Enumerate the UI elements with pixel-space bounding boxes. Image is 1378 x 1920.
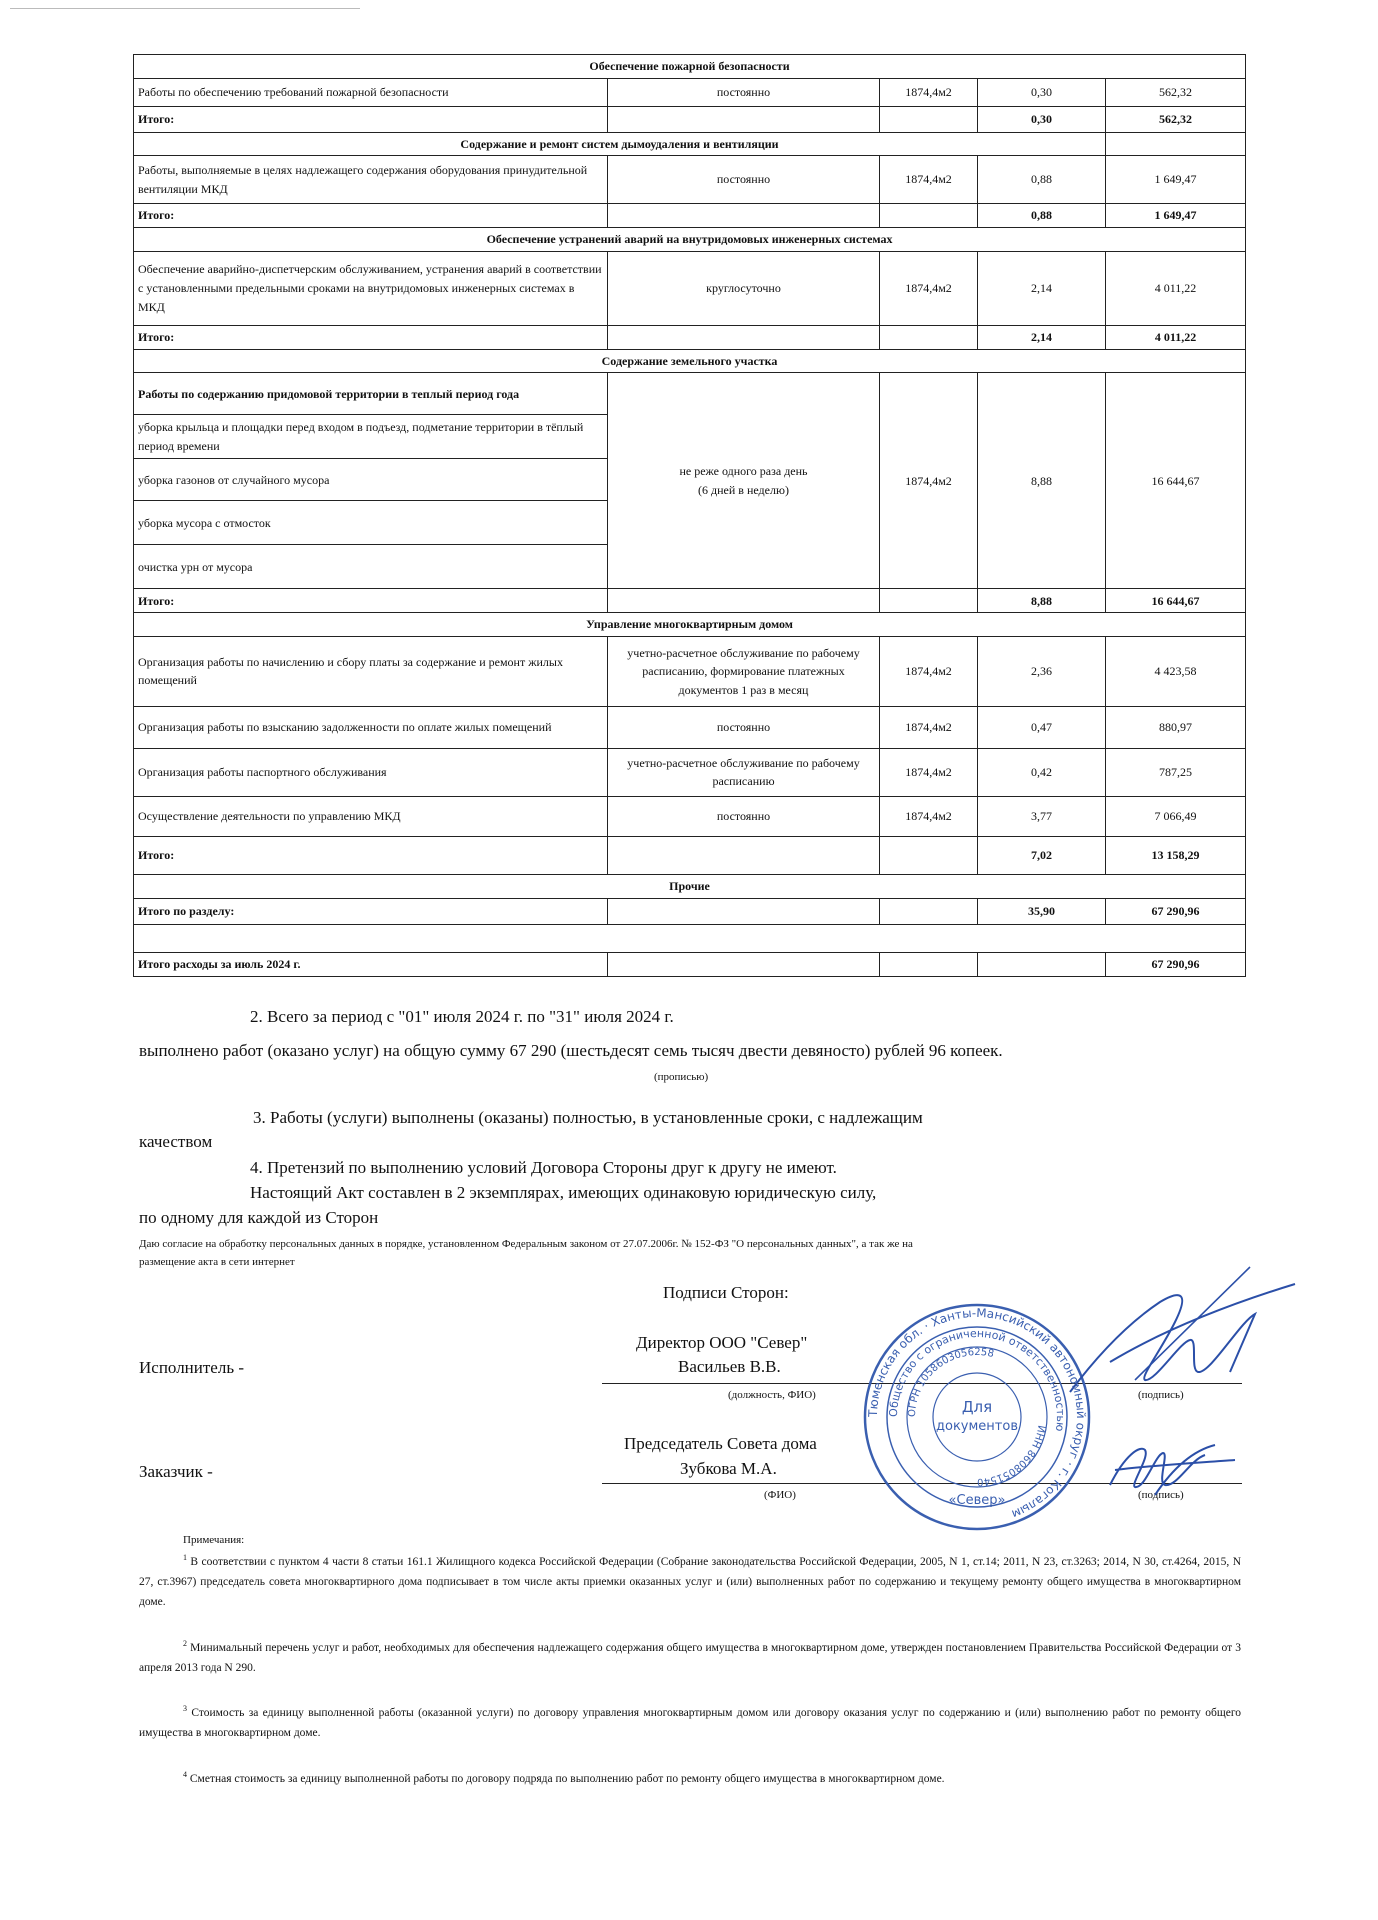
seal-inn: ИНН 8608051540 (976, 1424, 1047, 1488)
cost: 16 644,67 (1106, 373, 1246, 589)
customer-signature (1095, 1425, 1245, 1505)
rate: 0,30 (978, 78, 1106, 106)
note-2-text: Минимальный перечень услуг и работ, необходимых для обеспечения надлежащего содержания общего имущества в многоквартирном доме, утвержден постановлением Правительства Российской Федерации от 3 апреля 2013 года N 290. (139, 1641, 1241, 1674)
section-title: Прочие (134, 874, 1246, 898)
note-4-text: Сметная стоимость за единицу выполненной работы по договору подряда по выполнению работ по ремонту общего имущества в многоквартирном доме. (189, 1772, 945, 1785)
cost: 4 011,22 (1106, 251, 1246, 325)
rate: 2,14 (978, 251, 1106, 325)
section-title: Обеспечение устранений аварий на внутридомовых инженерных системах (134, 228, 1246, 252)
unit-area: 1874,4м2 (880, 796, 978, 836)
unit-area: 1874,4м2 (880, 373, 978, 589)
seal-center-1: Для (961, 1398, 993, 1416)
unit-area: 1874,4м2 (880, 251, 978, 325)
seal-outer-text: Тюменская обл. · Ханты-Мансийский автономный округ · г. Когалым (865, 1305, 1089, 1522)
rate: 0,88 (978, 156, 1106, 204)
section-title: Содержание и ремонт систем дымоудаления и вентиляции (134, 132, 1106, 156)
freq-line-2: (6 дней в неделю) (698, 482, 789, 497)
cost: 4 423,58 (1106, 636, 1246, 706)
frequency: постоянно (608, 78, 880, 106)
total-rate: 8,88 (978, 589, 1106, 613)
paragraph-3-cont: качеством (139, 1132, 213, 1151)
note-2 (139, 1637, 1241, 1678)
work-name: Осуществление деятельности по управлению МКД (134, 796, 608, 836)
list-item: уборка газонов от случайного мусора (134, 459, 608, 501)
cost: 880,97 (1106, 706, 1246, 748)
total-cost: 13 158,29 (1106, 836, 1246, 874)
section-title: Обеспечение пожарной безопасности (134, 55, 1246, 79)
section-title: Управление многоквартирным домом (134, 613, 1246, 637)
sign-caption: (подпись) (1138, 1389, 1184, 1401)
unit-area: 1874,4м2 (880, 636, 978, 706)
total-label: Итого: (134, 836, 608, 874)
grand-total-label: Итого расходы за июль 2024 г. (134, 952, 608, 976)
list-item: очистка урн от мусора (134, 545, 608, 589)
note-1-marker: 1 (183, 1553, 187, 1562)
propis-caption: (прописью) (654, 1071, 709, 1083)
section-total-label: Итого по разделу: (134, 898, 608, 924)
cost: 1 649,47 (1106, 156, 1246, 204)
grand-total-cost: 67 290,96 (1106, 952, 1246, 976)
customer-caption: (ФИО) (764, 1489, 796, 1501)
paragraph-5: Настоящий Акт составлен в 2 экземплярах, имеющих одинаковую юридическую силу, (250, 1183, 877, 1202)
frequency: круглосуточно (608, 251, 880, 325)
total-rate: 0,88 (978, 204, 1106, 228)
unit-area: 1874,4м2 (880, 748, 978, 796)
total-cost: 16 644,67 (1106, 589, 1246, 613)
consent-line-2: размещение акта в сети интернет (139, 1256, 295, 1268)
cost: 787,25 (1106, 748, 1246, 796)
note-4-marker: 4 (183, 1770, 187, 1779)
frequency: учетно-расчетное обслуживание по рабочему расписанию (608, 748, 880, 796)
total-rate: 2,14 (978, 325, 1106, 349)
total-rate: 7,02 (978, 836, 1106, 874)
total-label: Итого: (134, 204, 608, 228)
note-1-text: В соответствии с пунктом 4 части 8 статьи 161.1 Жилищного кодекса Российской Федерации (Собрание законодательства Российской Федерации, 2005, N 1, ст.14; 2011, N 23, ст.3263; 2014, N 30, ст.4264, 2015, N 27, ст.3967) председатель совета многоквартирного дома подписывает в том числе акты приемки оказанных услуг и (или) выполненных работ по содержанию и текущему ремонту общего имущества в многоквартирном доме. (139, 1555, 1242, 1609)
services-table (133, 54, 1246, 977)
total-label: Итого: (134, 589, 608, 613)
frequency (608, 373, 880, 589)
frequency: постоянно (608, 156, 880, 204)
seal-middle-text: Общество с ограниченной ответственностью (886, 1326, 1068, 1433)
executor-signature (1040, 1262, 1300, 1412)
executor-caption: (должность, ФИО) (728, 1389, 816, 1401)
list-item: уборка мусора с отмосток (134, 501, 608, 545)
section-total-cost: 67 290,96 (1106, 898, 1246, 924)
work-name: Организация работы по взысканию задолженности по оплате жилых помещений (134, 706, 608, 748)
rate: 0,42 (978, 748, 1106, 796)
section-title: Содержание земельного участка (134, 349, 1246, 373)
unit-area: 1874,4м2 (880, 156, 978, 204)
paragraph-4: 4. Претензий по выполнению условий Договора Стороны друг к другу не имеют. (250, 1158, 837, 1177)
unit-area: 1874,4м2 (880, 706, 978, 748)
customer-label: Заказчик - (139, 1462, 213, 1481)
note-3-text: Стоимость за единицу выполненной работы (оказанной услуги) по договору управления многоквартирным домом или договору оказания услуг по содержанию и (или) выполнению работ по ремонту общего имущества в многоквартирном доме. (139, 1706, 1241, 1739)
note-3-marker: 3 (183, 1704, 187, 1713)
seal-ogrn: ОГРН 1058603056258 (906, 1346, 995, 1418)
group-head: Работы по содержанию придомовой территории в теплый период года (134, 373, 608, 415)
frequency: учетно-расчетное обслуживание по рабочему расписанию, формирование платежных документов 1 раз в месяц (608, 636, 880, 706)
executor-name: Васильев В.В. (678, 1357, 781, 1376)
total-rate: 0,30 (978, 106, 1106, 132)
consent-line-1: Даю согласие на обработку персональных данных в порядке, установленном Федеральным законом от 27.07.2006г. № 152-ФЗ "О персональных данных", а так же на (139, 1238, 913, 1250)
notes-title: Примечания: (183, 1534, 245, 1546)
work-name: Работы, выполняемые в целях надлежащего содержания оборудования принудительной вентиляции МКД (134, 156, 608, 204)
customer-position: Председатель Совета дома (624, 1434, 817, 1453)
paragraph-5-cont: по одному для каждой из Сторон (139, 1208, 379, 1227)
note-4 (139, 1768, 1241, 1789)
cost: 7 066,49 (1106, 796, 1246, 836)
total-cost: 562,32 (1106, 106, 1246, 132)
note-3 (139, 1702, 1241, 1743)
total-cost: 1 649,47 (1106, 204, 1246, 228)
note-1 (139, 1551, 1241, 1612)
freq-line-1: не реже одного раза день (679, 464, 808, 479)
list-item: уборка крыльца и площадки перед входом в подъезд, подметание территории в тёплый период времени (134, 415, 608, 459)
signatures-title: Подписи Сторон: (663, 1283, 789, 1302)
paragraph-2: 2. Всего за период с "01" июля 2024 г. по "31" июля 2024 г. (250, 1007, 674, 1026)
total-label: Итого: (134, 106, 608, 132)
section-total-rate: 35,90 (978, 898, 1106, 924)
executor-position: Директор ООО "Север" (636, 1333, 808, 1352)
scan-edge-line (10, 8, 360, 9)
work-name: Организация работы паспортного обслуживания (134, 748, 608, 796)
seal-company-name: «Север» (948, 1493, 1006, 1508)
sign-caption-2: (подпись) (1138, 1489, 1184, 1501)
rate: 8,88 (978, 373, 1106, 589)
rate: 0,47 (978, 706, 1106, 748)
frequency: постоянно (608, 796, 880, 836)
note-2-marker: 2 (183, 1639, 187, 1648)
paragraph-3: 3. Работы (услуги) выполнены (оказаны) полностью, в установленные сроки, с надлежащим (253, 1108, 923, 1127)
work-name: Обеспечение аварийно-диспетчерским обслуживанием, устранения аварий в соответствии с установленными предельными сроками на внутридомовых инженерных системах в МКД (134, 251, 608, 325)
frequency: постоянно (608, 706, 880, 748)
total-cost: 4 011,22 (1106, 325, 1246, 349)
customer-name: Зубкова М.А. (680, 1459, 777, 1478)
work-name: Организация работы по начислению и сбору платы за содержание и ремонт жилых помещений (134, 636, 608, 706)
executor-label: Исполнитель - (139, 1358, 244, 1377)
cost: 562,32 (1106, 78, 1246, 106)
seal-center-2: документов (936, 1419, 1018, 1434)
unit-area: 1874,4м2 (880, 78, 978, 106)
rate: 3,77 (978, 796, 1106, 836)
rate: 2,36 (978, 636, 1106, 706)
total-label: Итого: (134, 325, 608, 349)
work-name: Работы по обеспечению требований пожарной безопасности (134, 78, 608, 106)
paragraph-2-sum: выполнено работ (оказано услуг) на общую сумму 67 290 (шестьдесят семь тысяч двести девяносто) рублей 96 копеек. (139, 1041, 1003, 1060)
